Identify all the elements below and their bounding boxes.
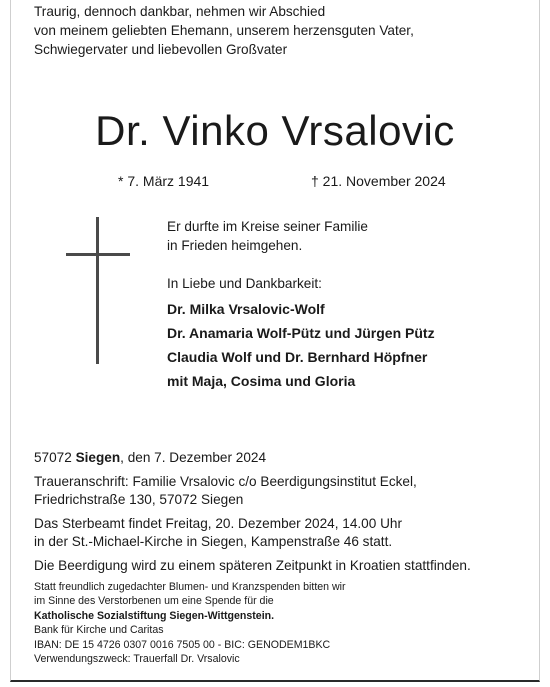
mourner-name: mit Maja, Cosima und Gloria (167, 373, 356, 389)
mourners-intro: In Liebe und Dankbarkeit: (167, 276, 322, 291)
intro-text (34, 2, 524, 59)
farewell-line: in Frieden heimgehen. (167, 238, 303, 253)
donation-line: IBAN: DE 15 4726 0307 0016 7505 00 - BIC: GENODEM1BKC (34, 638, 331, 651)
mourner-name: Dr. Anamaria Wolf-Pütz und Jürgen Pütz (167, 325, 435, 341)
donation-line: Statt freundlich zugedachter Blumen- und Kranzspenden bitten wir (34, 581, 346, 593)
mourner-name: Claudia Wolf und Dr. Bernhard Höpfner (167, 349, 428, 365)
intro-line: von meinem geliebten Ehemann, unserem herzensguten Vater, (34, 23, 414, 38)
place-city: Siegen (75, 450, 121, 465)
address-line: Friedrichstraße 130, 57072 Siegen (34, 492, 244, 507)
place-date (34, 449, 534, 468)
service-line: in der St.-Michael-Kirche in Siegen, Kampenstraße 46 statt. (34, 534, 393, 549)
farewell-line: Er durfte im Kreise seiner Familie (167, 219, 368, 234)
donation-line: Bank für Kirche und Caritas (34, 624, 164, 637)
death-date: † 21. November 2024 (311, 173, 446, 189)
burial-line: Die Beerdigung wird zu einem späteren Zeitpunkt in Kroatien stattfinden. (34, 557, 471, 573)
intro-line: Schwiegervater und liebevollen Großvater (34, 42, 288, 57)
donation-recipient: Katholische Sozialstiftung Siegen-Wittgenstein. (34, 609, 275, 622)
mourner-name: Dr. Milka Vrsalovic-Wolf (167, 301, 325, 317)
details-block (34, 449, 534, 666)
donation-line: im Sinne des Verstorbenen um eine Spende für die (34, 595, 274, 608)
place-date-text: , den 7. Dezember 2024 (120, 450, 267, 465)
service-line: Das Sterbeamt findet Freitag, 20. Dezember 2024, 14.00 Uhr (34, 515, 402, 531)
intro-line: Traurig, dennoch dankbar, nehmen wir Abschied (34, 4, 326, 19)
place-zip: 57072 (34, 450, 72, 465)
farewell-block (167, 217, 435, 393)
deceased-name: Dr. Vinko Vrsalovic (95, 107, 455, 154)
address-line: Traueranschrift: Familie Vrsalovic c/o Beerdigungsinstitut Eckel, (34, 473, 417, 489)
donation-line: Verwendungszweck: Trauerfall Dr. Vrsalovic (34, 653, 240, 666)
birth-date: * 7. März 1941 (118, 173, 210, 189)
